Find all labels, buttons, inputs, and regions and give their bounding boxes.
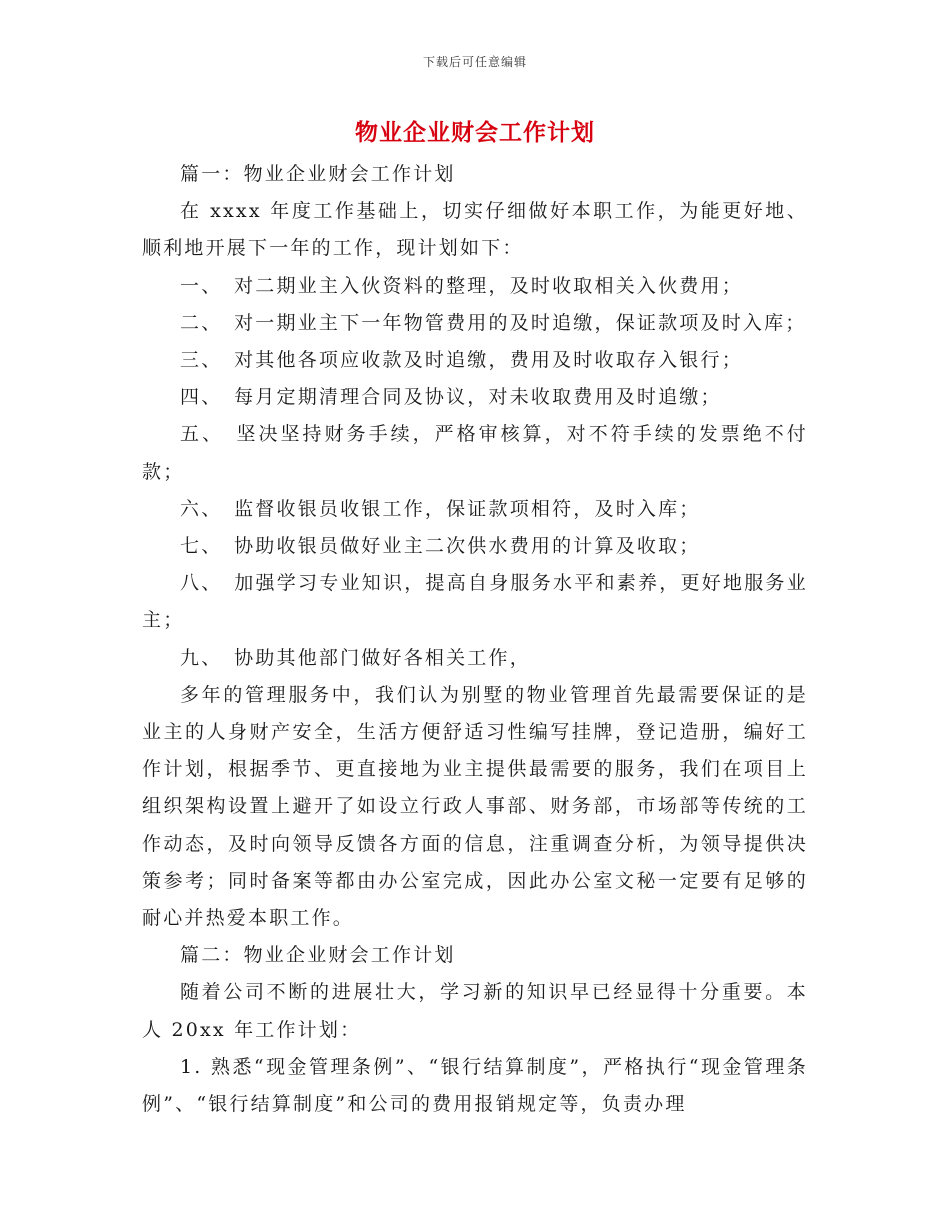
list-item: 八、 加强学习专业知识，提高自身服务水平和素养，更好地服务业主；	[142, 572, 808, 632]
paragraph: 多年的管理服务中，我们认为别墅的物业管理首先最需要保证的是业主的人身财产安全，生活方便舒适习性编写挂牌，登记造册，编好工作计划，根据季节、更直接地为业主提供最需要的服务，我们在项目上组织架构设置上避开了如设立行政人事部、财务部，市场部等传统的工作动态，及时向领导反馈各方面的信息，注重调查分析，为领导提供决策参考；同时备案等都由办公室完成，因此办公室文秘一定要有足够的耐心并热爱本职工作。	[142, 683, 808, 930]
list-item: 三、 对其他各项应收款及时追缴，费用及时收取存入银行；	[180, 349, 743, 372]
document-body	[142, 156, 808, 1123]
page-header-note: 下载后可任意编辑	[422, 55, 527, 69]
document-title: 物业企业财会工作计划	[355, 119, 595, 146]
list-item: 六、 监督收银员收银工作，保证款项相符，及时入库；	[180, 497, 701, 520]
paragraph: 1. 熟悉“现金管理条例”、“银行结算制度”，严格执行“现金管理条例”、“银行结算制度”和公司的费用报销规定等，负责办理	[142, 1055, 808, 1116]
paragraph: 随着公司不断的进展壮大，学习新的知识早已经显得十分重要。本人 20xx 年工作计划：	[142, 981, 808, 1041]
section-heading-2: 篇二：物业企业财会工作计划	[180, 944, 456, 967]
list-item: 四、 每月定期清理合同及协议，对未收取费用及时追缴；	[180, 386, 722, 409]
section-heading-1: 篇一：物业企业财会工作计划	[180, 163, 456, 185]
list-item: 九、 协助其他部门做好各相关工作，	[180, 646, 531, 669]
list-item: 一、 对二期业主入伙资料的整理，及时收取相关入伙费用；	[180, 274, 743, 297]
list-item: 二、 对一期业主下一年物管费用的及时追缴，保证款项及时入库；	[180, 311, 807, 334]
list-item: 五、 坚决坚持财务手续，严格审核算，对不符手续的发票绝不付款；	[142, 423, 808, 483]
list-item: 七、 协助收银员做好业主二次供水费用的计算及收取；	[180, 535, 701, 558]
paragraph: 在 xxxx 年度工作基础上，切实仔细做好本职工作，为能更好地、顺利地开展下一年的工作，现计划如下：	[142, 200, 808, 260]
